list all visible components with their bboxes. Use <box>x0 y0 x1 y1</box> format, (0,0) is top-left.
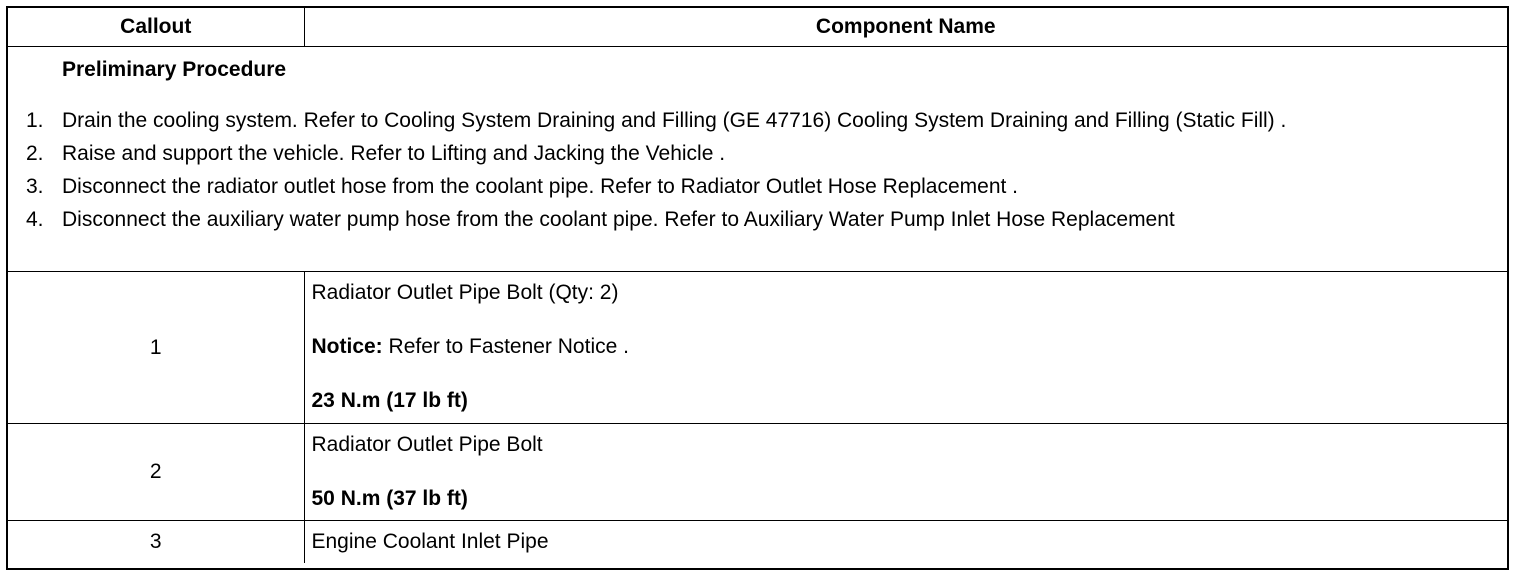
component-name-header: Component Name <box>304 8 1507 47</box>
list-item <box>26 108 1493 134</box>
table-row <box>8 424 1507 521</box>
callout-header: Callout <box>8 8 304 47</box>
torque-spec: 23 N.m (17 lb ft) <box>311 389 468 412</box>
notice-text: Refer to Fastener Notice . <box>382 335 629 358</box>
table-row <box>8 272 1507 424</box>
component-name: Engine Coolant Inlet Pipe <box>311 530 549 553</box>
list-item <box>26 141 1493 167</box>
component-table-frame <box>6 6 1509 570</box>
step-number: 1. <box>26 109 44 132</box>
preliminary-steps-list <box>26 108 1493 233</box>
step-text: Disconnect the auxiliary water pump hose from the coolant pipe. Refer to Auxiliary Water Pump Inlet Hose Replacement <box>62 208 1175 231</box>
preliminary-procedure-title: Preliminary Procedure <box>62 58 287 81</box>
preliminary-procedure-cell <box>8 47 1507 272</box>
component-table <box>8 8 1507 563</box>
component-name: Radiator Outlet Pipe Bolt (Qty: 2) <box>311 281 619 304</box>
callout-cell: 1 <box>8 272 304 424</box>
step-number: 2. <box>26 142 44 165</box>
component-name-cell <box>304 521 1507 563</box>
preliminary-row <box>8 47 1507 272</box>
step-text: Raise and support the vehicle. Refer to Lifting and Jacking the Vehicle . <box>62 142 726 165</box>
header-row <box>8 8 1507 47</box>
table-row <box>8 521 1507 563</box>
component-name-cell <box>304 272 1507 424</box>
notice-label: Notice: <box>311 335 383 358</box>
component-name: Radiator Outlet Pipe Bolt <box>311 433 543 456</box>
step-text: Disconnect the radiator outlet hose from the coolant pipe. Refer to Radiator Outlet Hose Replacement . <box>62 175 1019 198</box>
component-name-cell <box>304 424 1507 521</box>
torque-spec: 50 N.m (37 lb ft) <box>311 487 468 510</box>
list-item <box>26 174 1493 200</box>
callout-cell: 2 <box>8 424 304 521</box>
list-item <box>26 207 1493 233</box>
step-text: Drain the cooling system. Refer to Cooling System Draining and Filling (GE 47716) Cooling System Draining and Filling (Static Fill) . <box>62 109 1287 132</box>
step-number: 3. <box>26 175 44 198</box>
callout-cell: 3 <box>8 521 304 563</box>
notice-line <box>312 334 1500 360</box>
step-number: 4. <box>26 208 44 231</box>
